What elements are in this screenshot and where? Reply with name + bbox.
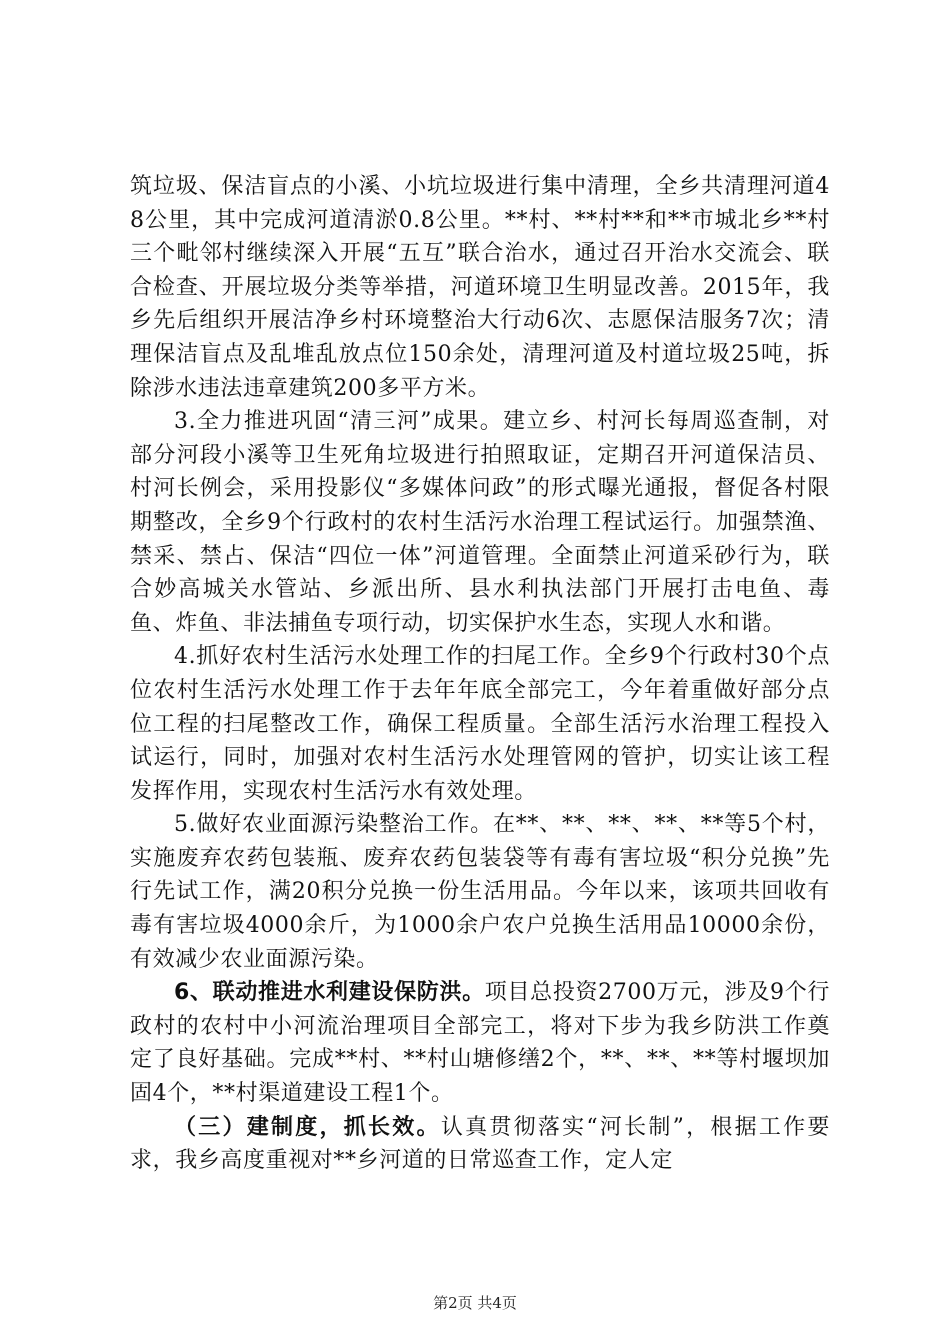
paragraph (130, 405, 830, 640)
paragraph (130, 1111, 830, 1178)
paragraph (130, 640, 830, 808)
paragraph-text: 5.做好农业面源污染整治工作。在**、**、**、**、**等5个村，实施废弃农药包装瓶、废弃农药包装袋等有毒有害垃圾“积分兑换”先行先试工作，满20积分兑换一份生活用品。今年以来，该项共回收有毒有害垃圾4000余斤，为1000余户农户兑换生活用品10000余份，有效减少农业面源污染。 (130, 812, 830, 972)
paragraph (130, 170, 830, 405)
paragraph-text: 3.全力推进巩固“清三河”成果。建立乡、村河长每周巡查制，对部分河段小溪等卫生死角垃圾进行拍照取证，定期召开河道保洁员、村河长例会，采用投影仪“多媒体问政”的形式曝光通报，督促各村限期整改，全乡9个行政村的农村生活污水治理工程试运行。加强禁渔、禁采、禁占、保洁“四位一体”河道管理。全面禁止河道采砂行为，联合妙高城关水管站、乡派出所、县水利执法部门开展打击电鱼、毒鱼、炸鱼、非法捕鱼专项行动，切实保护水生态，实现人水和谐。 (130, 409, 830, 636)
paragraph-text: 项目总投资2700万元，涉及9个行政村的农村中小河流治理项目全部完工，将对下步为我乡防洪工作奠定了良好基础。完成**村、**村山塘修缮2个，**、**、**等村堰坝加固4个，**村渠道建设工程1个。 (130, 980, 830, 1107)
document-body (130, 170, 830, 1178)
paragraph (130, 976, 830, 1110)
paragraph-text: 认真贯彻落实“河长制”，根据工作要求，我乡高度重视对**乡河道的日常巡查工作，定人定 (130, 1114, 830, 1174)
paragraph-lead: 6、联动推进水利建设保防洪。 (174, 980, 485, 1006)
page-footer (0, 1292, 950, 1313)
page-number: 第2页 共4页 (433, 1294, 517, 1312)
paragraph-text: 4.抓好农村生活污水处理工作的扫尾工作。全乡9个行政村30个点位农村生活污水处理工作于去年年底全部完工，今年着重做好部分点位工程的扫尾整改工作，确保工程质量。全部生活污水治理工程投入试运行，同时，加强对农村生活污水处理管网的管护，切实让该工程发挥作用，实现农村生活污水有效处理。 (130, 644, 830, 804)
paragraph (130, 808, 830, 976)
paragraph-text: 筑垃圾、保洁盲点的小溪、小坑垃圾进行集中清理，全乡共清理河道48公里，其中完成河道清淤0.8公里。**村、**村**和**市城北乡**村三个毗邻村继续深入开展“五互”联合治水，通过召开治水交流会、联合检查、开展垃圾分类等举措，河道环境卫生明显改善。2015年，我乡先后组织开展洁净乡村环境整治大行动6次、志愿保洁服务7次；清理保洁盲点及乱堆乱放点位150余处，清理河道及村道垃圾25吨，拆除涉水违法违章建筑200多平方米。 (130, 174, 830, 401)
paragraph-lead: （三）建制度，抓长效。 (174, 1114, 441, 1140)
